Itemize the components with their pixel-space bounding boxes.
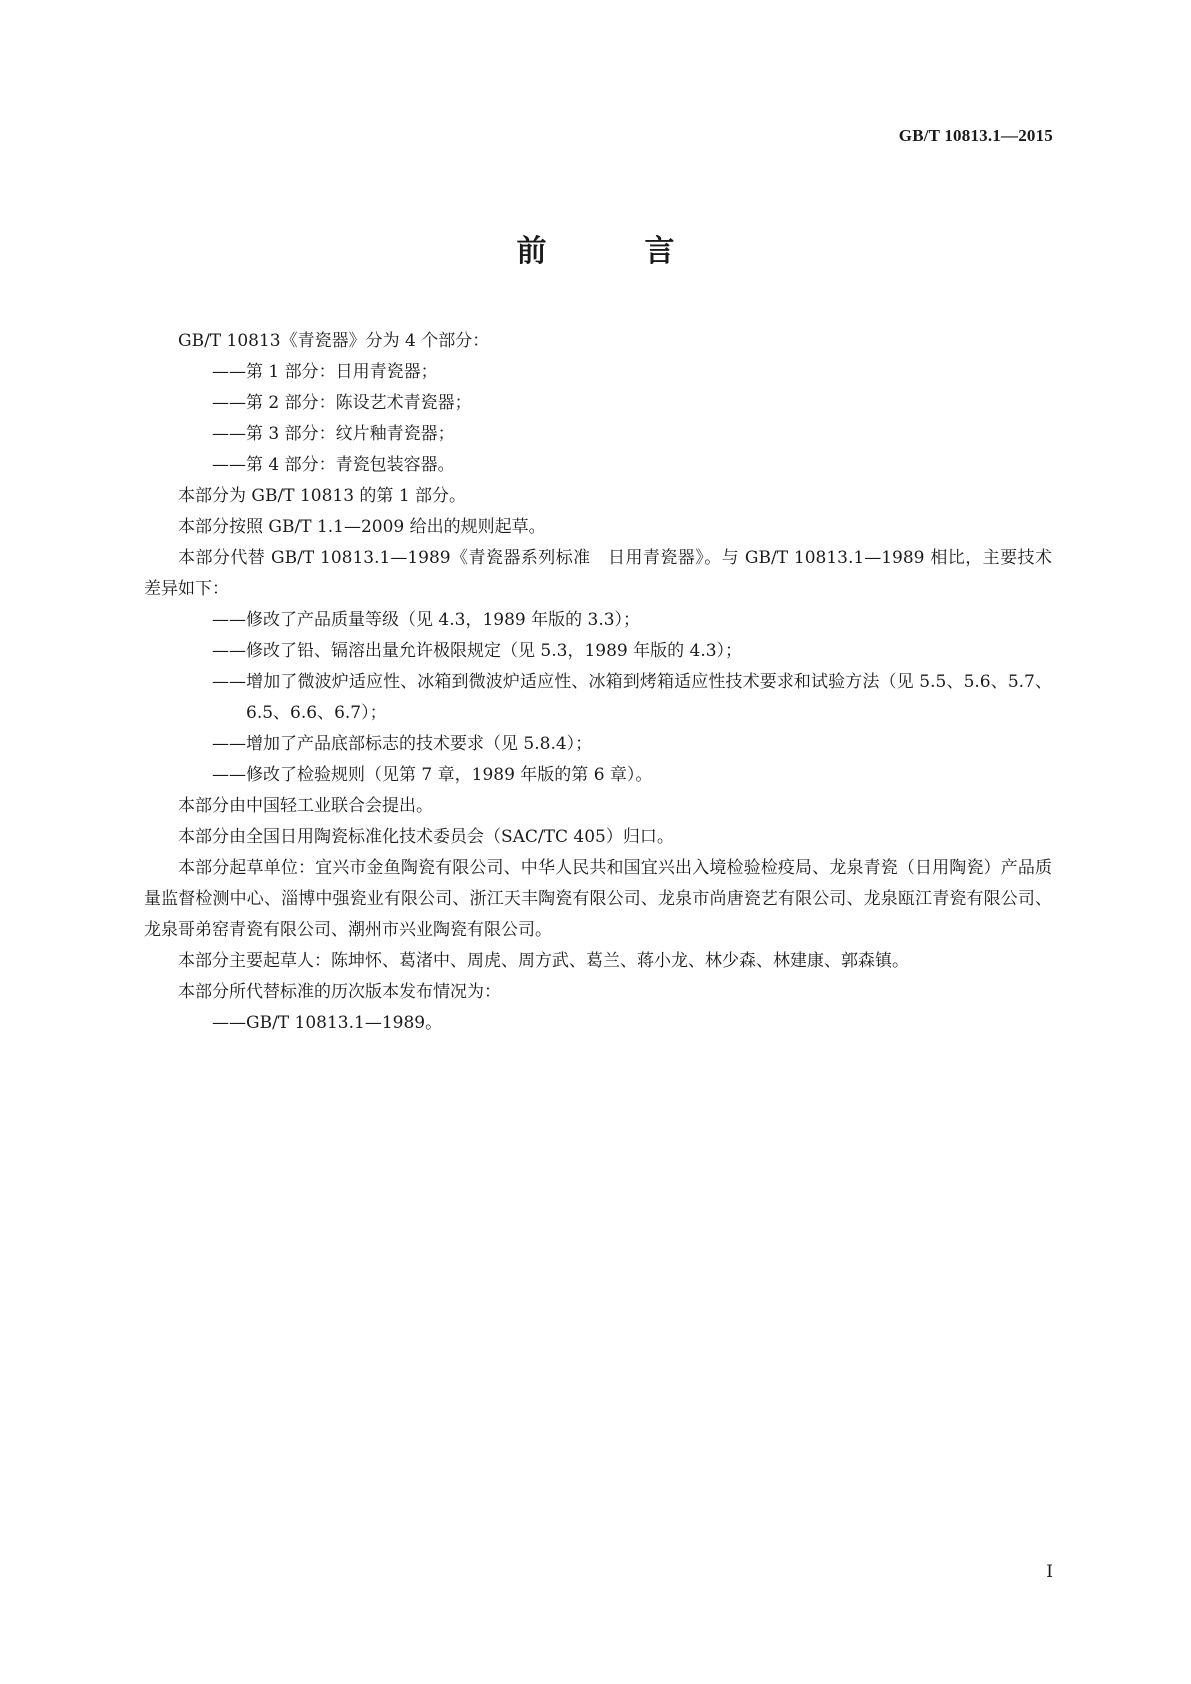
change-list-item: ——增加了微波炉适应性、冰箱到微波炉适应性、冰箱到烤箱适应性技术要求和试验方法（见 5.5、5.6、5.7、6.5、6.6、6.7）； xyxy=(212,672,1052,723)
history-list-item: ——GB/T 10813.1—1989。 xyxy=(212,1013,443,1033)
page-title: 前 言 xyxy=(516,234,709,269)
change-list-item: ——修改了检验规则（见第 7 章，1989 年版的第 6 章）。 xyxy=(212,765,653,785)
part-list-item: ——第 1 部分：日用青瓷器； xyxy=(212,362,438,382)
page-number: I xyxy=(1046,1562,1053,1582)
change-list-item: ——修改了产品质量等级（见 4.3，1989 年版的 3.3）； xyxy=(212,610,641,630)
history-paragraph: 本部分所代替标准的历次版本发布情况为： xyxy=(178,982,501,1002)
intro-paragraph: GB/T 10813《青瓷器》分为 4 个部分： xyxy=(178,331,490,351)
managed-by-paragraph: 本部分由全国日用陶瓷标准化技术委员会（SAC/TC 405）归口。 xyxy=(178,827,674,847)
drafting-rules-paragraph: 本部分按照 GB/T 1.1—2009 给出的规则起草。 xyxy=(178,517,546,537)
proposed-by-paragraph: 本部分由中国轻工业联合会提出。 xyxy=(178,796,433,816)
part-of-paragraph: 本部分为 GB/T 10813 的第 1 部分。 xyxy=(178,486,467,506)
document-number-header: GB/T 10813.1—2015 xyxy=(898,126,1053,145)
part-list-item: ——第 4 部分：青瓷包装容器。 xyxy=(212,455,455,475)
replaces-paragraph: 本部分代替 GB/T 10813.1—1989《青瓷器系列标准 日用青瓷器》。与 GB/T 10813.1—1989 相比，主要技术差异如下： xyxy=(144,548,1052,599)
drafting-units-paragraph: 本部分起草单位：宜兴市金鱼陶瓷有限公司、中华人民共和国宜兴出入境检验检疫局、龙泉青瓷（日用陶瓷）产品质量监督检测中心、淄博中强瓷业有限公司、浙江天丰陶瓷有限公司、龙泉市尚唐瓷艺有限公司、龙泉瓯江青瓷有限公司、龙泉哥弟窑青瓷有限公司、潮州市兴业陶瓷有限公司。 xyxy=(144,858,1052,940)
part-list-item: ——第 3 部分：纹片釉青瓷器； xyxy=(212,424,455,444)
part-list-item: ——第 2 部分：陈设艺术青瓷器； xyxy=(212,393,472,413)
drafters-paragraph: 本部分主要起草人：陈坤怀、葛渚中、周虎、周方武、葛兰、蒋小龙、林少森、林建康、郭森镇。 xyxy=(178,951,909,971)
foreword-body xyxy=(144,326,1052,1039)
change-list-item: ——修改了铅、镉溶出量允许极限规定（见 5.3，1989 年版的 4.3）； xyxy=(212,641,743,661)
change-list-item: ——增加了产品底部标志的技术要求（见 5.8.4）； xyxy=(212,734,593,754)
